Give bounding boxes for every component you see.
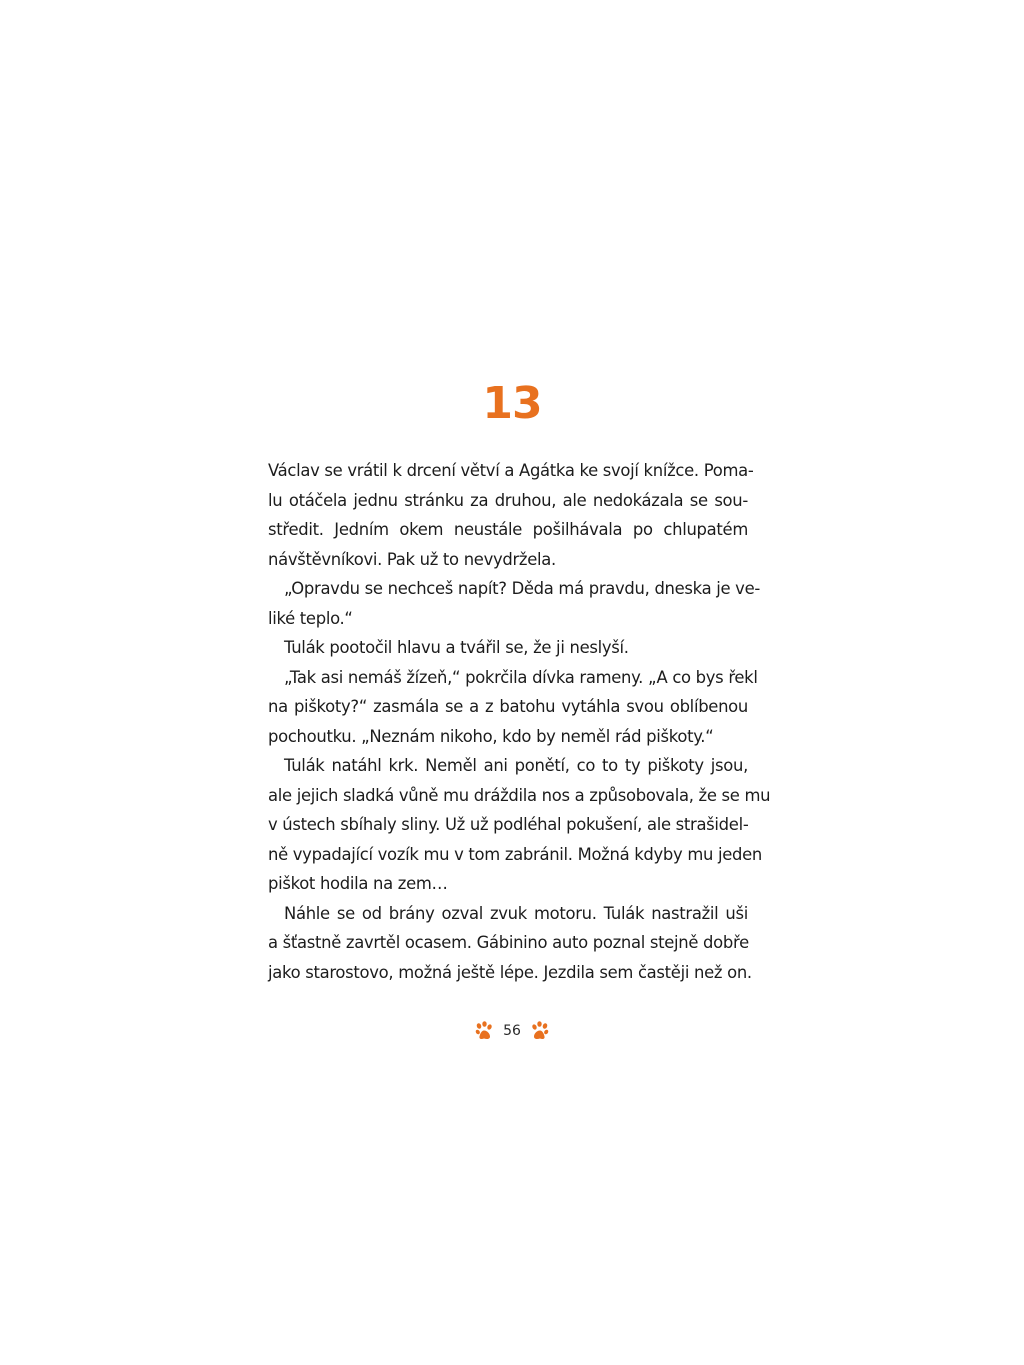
text-line: Tulák natáhl krk. Neměl ani ponětí, co to ty piškoty jsou, bbox=[284, 756, 748, 775]
page-footer bbox=[0, 1019, 1024, 1043]
chapter-number: 13 bbox=[482, 378, 542, 429]
text-line: středit. Jedním okem neustále pošilhávala po chlupatém bbox=[268, 520, 748, 539]
text-line: Václav se vrátil k drcení větví a Agátka ke svojí knížce. Poma- bbox=[268, 461, 754, 480]
text-line: liké teplo.“ bbox=[268, 608, 353, 628]
page-number: 56 bbox=[503, 1023, 521, 1039]
text-line: ně vypadající vozík mu v tom zabránil. Možná kdyby mu jeden bbox=[268, 844, 763, 864]
paw-print-icon bbox=[475, 1021, 493, 1041]
text-line: v ústech sbíhaly sliny. Už už podléhal pokušení, ale strašidel- bbox=[268, 815, 749, 834]
text-line: „Tak asi nemáš žízeň,“ pokrčila dívka rameny. „A co bys řekl bbox=[284, 667, 758, 687]
text-line: pochoutku. „Neznám nikoho, kdo by neměl rád piškoty.“ bbox=[268, 726, 714, 746]
text-line: lu otáčela jednu stránku za druhou, ale nedokázala se sou- bbox=[268, 490, 748, 510]
text-line: „Opravdu se nechceš napít? Děda má pravdu, dneska je ve- bbox=[284, 579, 760, 598]
text-line: jako starostovo, možná ještě lépe. Jezdila sem častěji než on. bbox=[268, 962, 752, 982]
text-line: a šťastně zavrtěl ocasem. Gábinino auto poznal stejně dobře bbox=[268, 933, 749, 952]
text-line: Tulák pootočil hlavu a tvářil se, že ji neslyší. bbox=[284, 638, 629, 657]
text-line: návštěvníkovi. Pak už to nevydržela. bbox=[268, 549, 556, 569]
body-text bbox=[268, 456, 771, 987]
paw-print-icon bbox=[531, 1021, 549, 1041]
text-line: na piškoty?“ zasmála se a z batohu vytáhla svou oblíbenou bbox=[268, 697, 748, 716]
text-line: piškot hodila na zem… bbox=[268, 874, 448, 893]
text-line: Náhle se od brány ozval zvuk motoru. Tulák nastražil uši bbox=[284, 903, 748, 923]
text-line: ale jejich sladká vůně mu dráždila nos a způsobovala, že se mu bbox=[268, 785, 771, 805]
